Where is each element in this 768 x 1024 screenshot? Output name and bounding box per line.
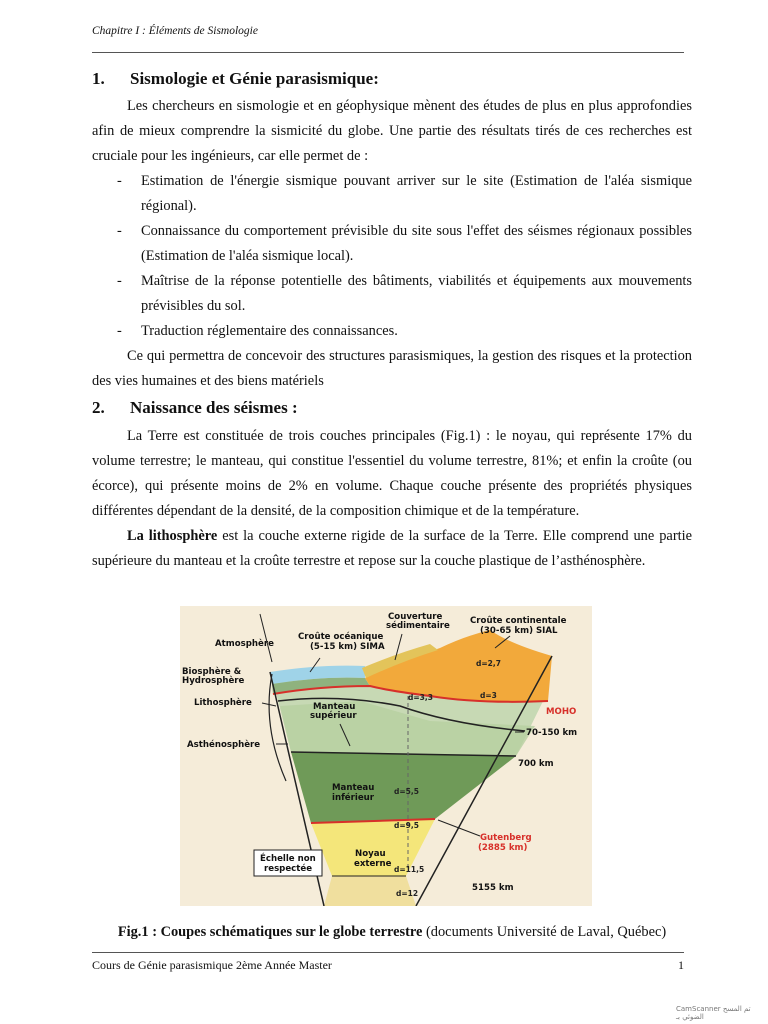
- bullet-text: Maîtrise de la réponse potentielle des bâtiments, viabilités et équipements aux mouvements prévisibles du sol.: [141, 273, 692, 314]
- label-scale-2: respectée: [264, 864, 313, 874]
- figure-caption: [92, 924, 692, 941]
- lithosphere-term: La lithosphère: [127, 528, 218, 544]
- earth-cross-section-figure: [180, 606, 592, 906]
- label-d-11-5: d=11,5: [394, 865, 425, 874]
- footer-rule: [92, 952, 684, 953]
- label-lower-mantle-1: Manteau: [332, 783, 375, 793]
- lithosphere-definition: est la couche externe rigide de la surface de la Terre. Elle comprend une partie supérieure du manteau et la croûte terrestre et repose sur la couche plastique de l’asthénosphère.: [92, 528, 692, 569]
- label-upper-mantle-2: supérieur: [310, 711, 357, 721]
- label-sediment-2: sédimentaire: [386, 621, 450, 631]
- bullet-item: - Connaissance du comportement prévisible du site sous l'effet des séismes régionaux possibles (Estimation de l'aléa sismique local).: [117, 219, 692, 269]
- label-gutenberg-2: (2885 km): [478, 843, 528, 853]
- label-gutenberg-1: Gutenberg: [480, 833, 532, 843]
- label-continental-1: Croûte continentale: [470, 616, 567, 626]
- bullet-text: Estimation de l'énergie sismique pouvant arriver sur le site (Estimation de l'aléa sismique régional).: [141, 173, 692, 214]
- label-atmosphere: Atmosphère: [215, 639, 274, 649]
- page-number: 1: [678, 958, 684, 972]
- bullet-item: - Maîtrise de la réponse potentielle des bâtiments, viabilités et équipements aux mouvements prévisibles du sol.: [117, 269, 692, 319]
- label-biosphere-2: Hydrosphère: [182, 676, 245, 686]
- label-continental-2: (30-65 km) SIAL: [480, 626, 558, 636]
- label-sediment-1: Couverture: [388, 612, 443, 622]
- label-lower-mantle-2: inférieur: [332, 793, 374, 803]
- section-2-title: Naissance des séismes :: [130, 398, 298, 417]
- label-core-1: Noyau: [355, 849, 386, 859]
- header-rule: [92, 52, 684, 53]
- figure-caption-source: (documents Université de Laval, Québec): [422, 924, 667, 940]
- section-1-heading: [92, 69, 379, 89]
- label-oceanic-2: (5-15 km) SIMA: [310, 642, 385, 652]
- section-2-paragraph-1: La Terre est constituée de trois couches principales (Fig.1) : le noyau, qui représente 17% du volume terrestre; le manteau, qui constitue l'essentiel du volume terrestre, 81%; et enfin la croûte (ou écorce), qui présente moins de 2% en volume. Chaque couche présente des propriétés physiques différentes dépendant de la densité, de la composition chimique et de la température.: [92, 428, 692, 519]
- label-upper-mantle-1: Manteau: [313, 702, 356, 712]
- label-d-9-5: d=9,5: [394, 821, 419, 830]
- section-1-conclusion: Ce qui permettra de concevoir des structures parasismiques, la gestion des risques et la protection des vies humaines et des biens matériels: [92, 348, 692, 389]
- section-2-heading: [92, 398, 298, 418]
- label-d-5-5: d=5,5: [394, 787, 419, 796]
- label-scale-1: Échelle non: [260, 854, 316, 864]
- section-1-intro: Les chercheurs en sismologie et en géophysique mènent des études de plus en plus approfondies afin de mieux comprendre la sismicité du globe. Une partie des résultats tirés de ces recherches est cruciale pour les ingénieurs, car elle permet de :: [92, 98, 692, 164]
- label-oceanic-1: Croûte océanique: [298, 632, 384, 642]
- label-core-2: externe: [354, 859, 392, 869]
- section-2-paragraph-2: [92, 524, 692, 574]
- label-depth-5155: 5155 km: [472, 883, 514, 893]
- section-2-number: 2.: [92, 398, 105, 417]
- section-1-title: Sismologie et Génie parasismique:: [130, 69, 379, 88]
- bullet-text: Traduction réglementaire des connaissances.: [141, 323, 398, 339]
- label-d-3-3: d=3,3: [408, 693, 433, 702]
- label-biosphere-1: Biosphère &: [182, 667, 242, 677]
- running-header: Chapitre I : Éléments de Sismologie: [92, 25, 258, 37]
- bullet-text: Connaissance du comportement prévisible du site sous l'effet des séismes régionaux possibles (Estimation de l'aléa sismique local).: [141, 223, 692, 264]
- label-d-3: d=3: [480, 691, 497, 700]
- label-depth-70: 70-150 km: [526, 728, 578, 738]
- label-depth-700: 700 km: [518, 759, 554, 769]
- footer-course: Cours de Génie parasismique 2ème Année Master: [92, 958, 332, 972]
- scanner-stamp: CamScanner تم المسح الضوئي بـ: [676, 1005, 751, 1021]
- section-1-number: 1.: [92, 69, 105, 88]
- bullet-item: - Estimation de l'énergie sismique pouvant arriver sur le site (Estimation de l'aléa sismique régional).: [117, 169, 692, 219]
- figure-caption-title: Fig.1 : Coupes schématiques sur le globe terrestre: [117, 924, 423, 940]
- bullet-item: - Traduction réglementaire des connaissances.: [117, 319, 692, 344]
- label-lithosphere: Lithosphère: [194, 698, 252, 708]
- label-asthenosphere: Asthénosphère: [187, 740, 261, 750]
- label-d-2-7: d=2,7: [476, 659, 501, 668]
- label-moho: MOHO: [546, 707, 577, 717]
- label-d-12: d=12: [396, 889, 419, 898]
